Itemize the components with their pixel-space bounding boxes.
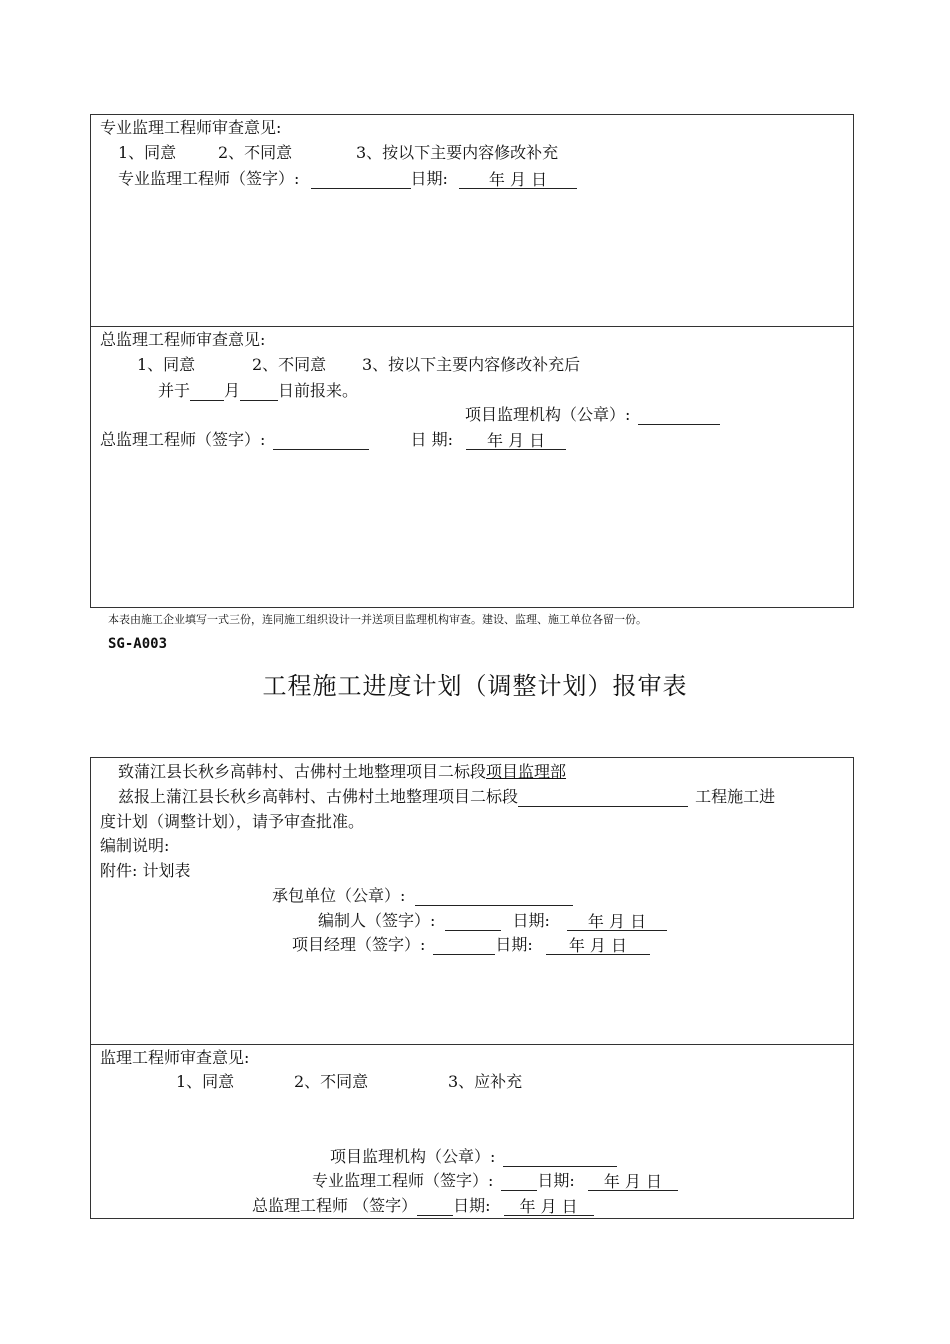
pm-date-field[interactable]: 年 月 日 xyxy=(546,936,650,955)
submission-to-dept: 项目监理部 xyxy=(486,762,567,781)
chief-review-option-agree[interactable]: 1、同意 xyxy=(137,355,196,374)
submit-day-field[interactable] xyxy=(240,382,278,401)
supervisor-chief-line xyxy=(252,1196,594,1216)
submission-line-2 xyxy=(118,787,775,807)
chief-review-date-label: 日 期: xyxy=(410,430,453,449)
professional-review-sign-label: 专业监理工程师（签字）: xyxy=(118,169,300,188)
submission-notes-label: 编制说明: xyxy=(100,836,170,855)
chief-review-option-revise[interactable]: 3、按以下主要内容修改补充后 xyxy=(362,355,581,374)
chief-review-submit-line xyxy=(158,381,358,401)
pm-date-label: 日期: xyxy=(495,935,533,954)
professional-review-date-label: 日期: xyxy=(410,169,448,188)
compiler-date-field[interactable]: 年 月 日 xyxy=(567,912,667,931)
chief-review-signature-field[interactable] xyxy=(273,431,369,450)
supervisor-review-option-disagree[interactable]: 2、不同意 xyxy=(294,1072,369,1091)
pm-line xyxy=(292,935,650,955)
supervisor-engineer-date-label: 日期: xyxy=(537,1171,575,1190)
submission-line-3: 度计划（调整计划），请予审查批准。 xyxy=(100,812,365,831)
supervisor-review-option-supplement[interactable]: 3、应补充 xyxy=(448,1072,523,1091)
project-name-field[interactable] xyxy=(518,788,688,807)
submit-prefix: 并于 xyxy=(158,381,191,400)
pm-signature-field[interactable] xyxy=(433,936,495,955)
supervisor-engineer-label: 专业监理工程师（签字）: xyxy=(312,1171,494,1190)
professional-review-option-revise[interactable]: 3、按以下主要内容修改补充 xyxy=(356,143,559,162)
submission-to-prefix: 致蒲江县长秋乡高韩村、古佛村土地整理项目二标段 xyxy=(118,762,487,781)
pm-label: 项目经理（签字）: xyxy=(292,935,426,954)
professional-review-option-disagree[interactable]: 2、不同意 xyxy=(218,143,293,162)
contractor-line xyxy=(272,886,573,906)
compiler-label: 编制人（签字）: xyxy=(318,911,436,930)
professional-review-sign-line xyxy=(118,169,577,189)
submit-suffix: 日前报来。 xyxy=(278,381,359,400)
submission-line2-suffix: 工程施工进 xyxy=(695,787,776,806)
compiler-date-label: 日期: xyxy=(512,911,550,930)
footnote: 本表由施工企业填写一式三份，连同施工组织设计一并送项目监理机构审查。建设、监理、施工单位各留一份。 xyxy=(108,613,647,626)
professional-review-heading: 专业监理工程师审查意见: xyxy=(100,118,282,137)
chief-review-sign-label: 总监理工程师（签字）: xyxy=(100,430,266,449)
submission-to-line xyxy=(118,762,566,782)
compiler-line xyxy=(318,911,667,931)
chief-review-org-label: 项目监理机构（公章）: xyxy=(465,405,631,424)
chief-review-option-disagree[interactable]: 2、不同意 xyxy=(252,355,327,374)
supervisor-org-line xyxy=(330,1147,617,1167)
supervisor-org-seal-field[interactable] xyxy=(503,1148,617,1167)
compiler-signature-field[interactable] xyxy=(445,912,501,931)
supervisor-engineer-date-field[interactable]: 年 月 日 xyxy=(588,1172,678,1191)
chief-review-org-seal-field[interactable] xyxy=(638,406,720,425)
supervisor-review-option-agree[interactable]: 1、同意 xyxy=(176,1072,235,1091)
submit-month-label: 月 xyxy=(224,381,241,400)
chief-review-date-field[interactable]: 年 月 日 xyxy=(466,431,566,450)
contractor-seal-field[interactable] xyxy=(415,887,573,906)
form-title: 工程施工进度计划（调整计划）报审表 xyxy=(262,672,688,700)
supervisor-engineer-line xyxy=(312,1171,678,1191)
chief-review-sign-line xyxy=(100,430,566,450)
supervisor-review-box xyxy=(90,1044,854,1219)
professional-review-option-agree[interactable]: 1、同意 xyxy=(118,143,177,162)
supervisor-engineer-signature-field[interactable] xyxy=(501,1172,537,1191)
professional-review-signature-field[interactable] xyxy=(311,170,411,189)
contractor-label: 承包单位（公章）: xyxy=(272,886,406,905)
supervisor-chief-label: 总监理工程师 （签字） xyxy=(252,1196,418,1215)
supervisor-chief-signature-field[interactable] xyxy=(417,1197,453,1216)
submission-line2-prefix: 兹报上蒲江县长秋乡高韩村、古佛村土地整理项目二标段 xyxy=(118,787,519,806)
submission-attachment-label: 附件: 计划表 xyxy=(100,861,191,880)
chief-review-org-line xyxy=(465,405,720,425)
professional-review-date-field[interactable]: 年 月 日 xyxy=(459,170,577,189)
submit-month-field[interactable] xyxy=(190,382,224,401)
supervisor-chief-date-label: 日期: xyxy=(453,1196,491,1215)
chief-review-heading: 总监理工程师审查意见: xyxy=(100,330,266,349)
supervisor-review-heading: 监理工程师审查意见: xyxy=(100,1048,250,1067)
supervisor-org-label: 项目监理机构（公章）: xyxy=(330,1147,496,1166)
form-code: SG-A003 xyxy=(108,636,168,652)
supervisor-chief-date-field[interactable]: 年 月 日 xyxy=(504,1197,594,1216)
